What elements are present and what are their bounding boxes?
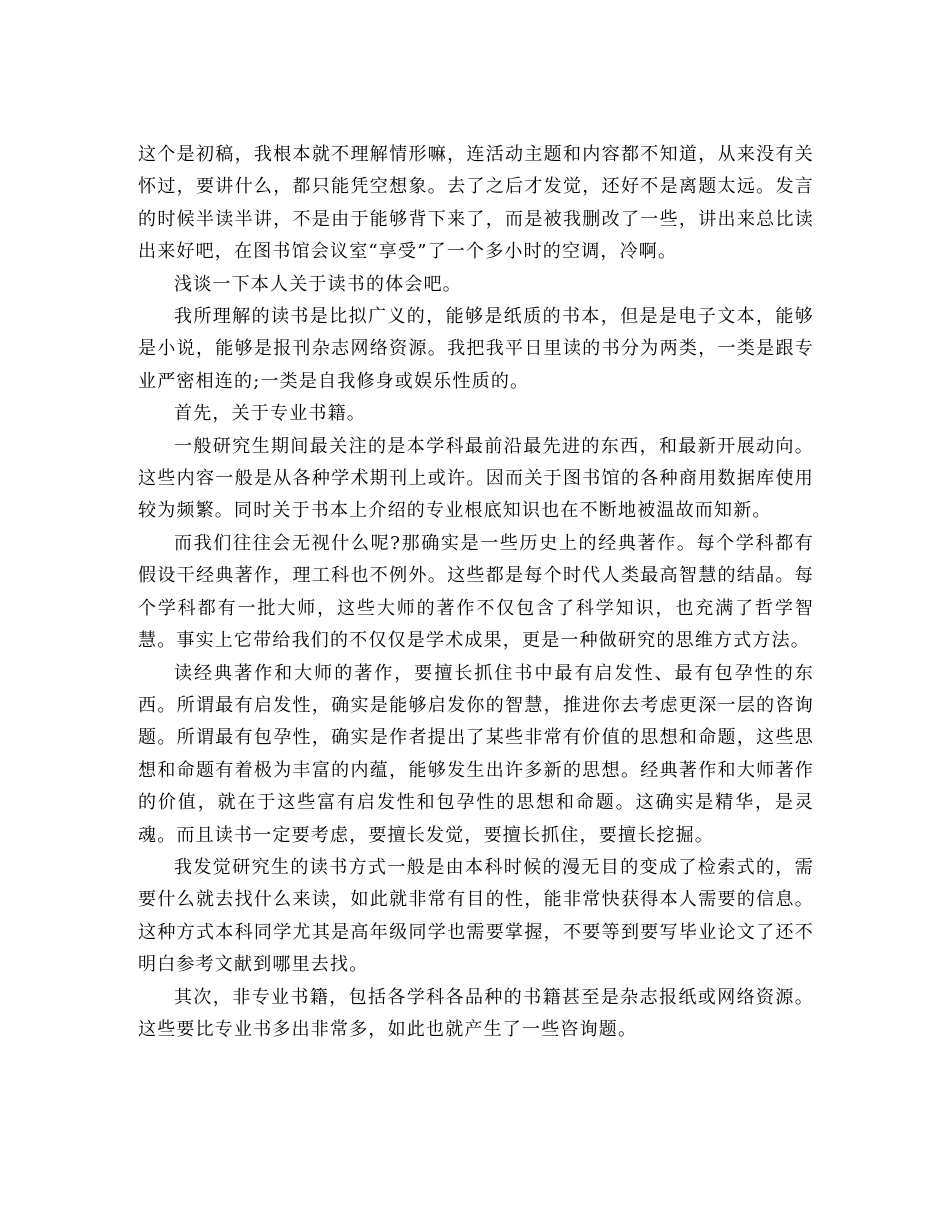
paragraph-8: 我发觉研究生的读书方式一般是由本科时候的漫无目的变成了检索式的，需要什么就去找什么来读，如此就非常有目的性，能非常快获得本人需要的信息。这种方式本科同学尤其是高年级同学也需要掌握，不要等到要写毕业论文了还不明白参考文献到哪里去找。 (138, 856, 814, 976)
paragraph-3: 我所理解的读书是比拟广义的，能够是纸质的书本，但是是电子文本，能够是小说，能够是报刊杂志网络资源。我把我平日里读的书分为两类，一类是跟专业严密相连的;一类是自我修身或娱乐性质的。 (138, 306, 814, 392)
paragraph-4: 首先，关于专业书籍。 (174, 403, 366, 425)
paragraph-7: 读经典著作和大师的著作，要擅长抓住书中最有启发性、最有包孕性的东西。所谓最有启发性，确实是能够启发你的智慧，推进你去考虑更深一层的咨询题。所谓最有包孕性，确实是作者提出了某些非常有价值的思想和命题，这些思想和命题有着极为丰富的内蕴，能够发生出许多新的思想。经典著作和大师著作的价值，就在于这些富有启发性和包孕性的思想和命题。这确实是精华，是灵魂。而且读书一定要考虑，要擅长发觉，要擅长抓住，要擅长挖掘。 (138, 662, 814, 846)
paragraph-6: 而我们往往会无视什么呢?那确实是一些历史上的经典著作。每个学科都有假设干经典著作，理工科也不例外。这些都是每个时代人类最高智慧的结晶。每个学科都有一批大师，这些大师的著作不仅包含了科学知识，也充满了哲学智慧。事实上它带给我们的不仅仅是学术成果，更是一种做研究的思维方式方法。 (138, 532, 814, 652)
document-body (138, 139, 814, 1046)
paragraph-1: 这个是初稿，我根本就不理解情形嘛，连活动主题和内容都不知道，从来没有关怀过，要讲什么，都只能凭空想象。去了之后才发觉，还好不是离题太远。发言的时候半读半讲，不是由于能够背下来了，而是被我删改了一些，讲出来总比读出来好吧，在图书馆会议室“享受”了一个多小时的空调，冷啊。 (138, 144, 814, 263)
paragraph-2: 浅谈一下本人关于读书的体会吧。 (174, 273, 462, 295)
paragraph-9: 其次，非专业书籍，包括各学科各品种的书籍甚至是杂志报纸或网络资源。这些要比专业书多出非常多，如此也就产生了一些咨询题。 (138, 986, 814, 1040)
paragraph-5: 一般研究生期间最关注的是本学科最前沿最先进的东西，和最新开展动向。这些内容一般是从各种学术期刊上或许。因而关于图书馆的各种商用数据库使用较为频繁。同时关于书本上介绍的专业根底知识也在不断地被温故而知新。 (138, 435, 814, 522)
